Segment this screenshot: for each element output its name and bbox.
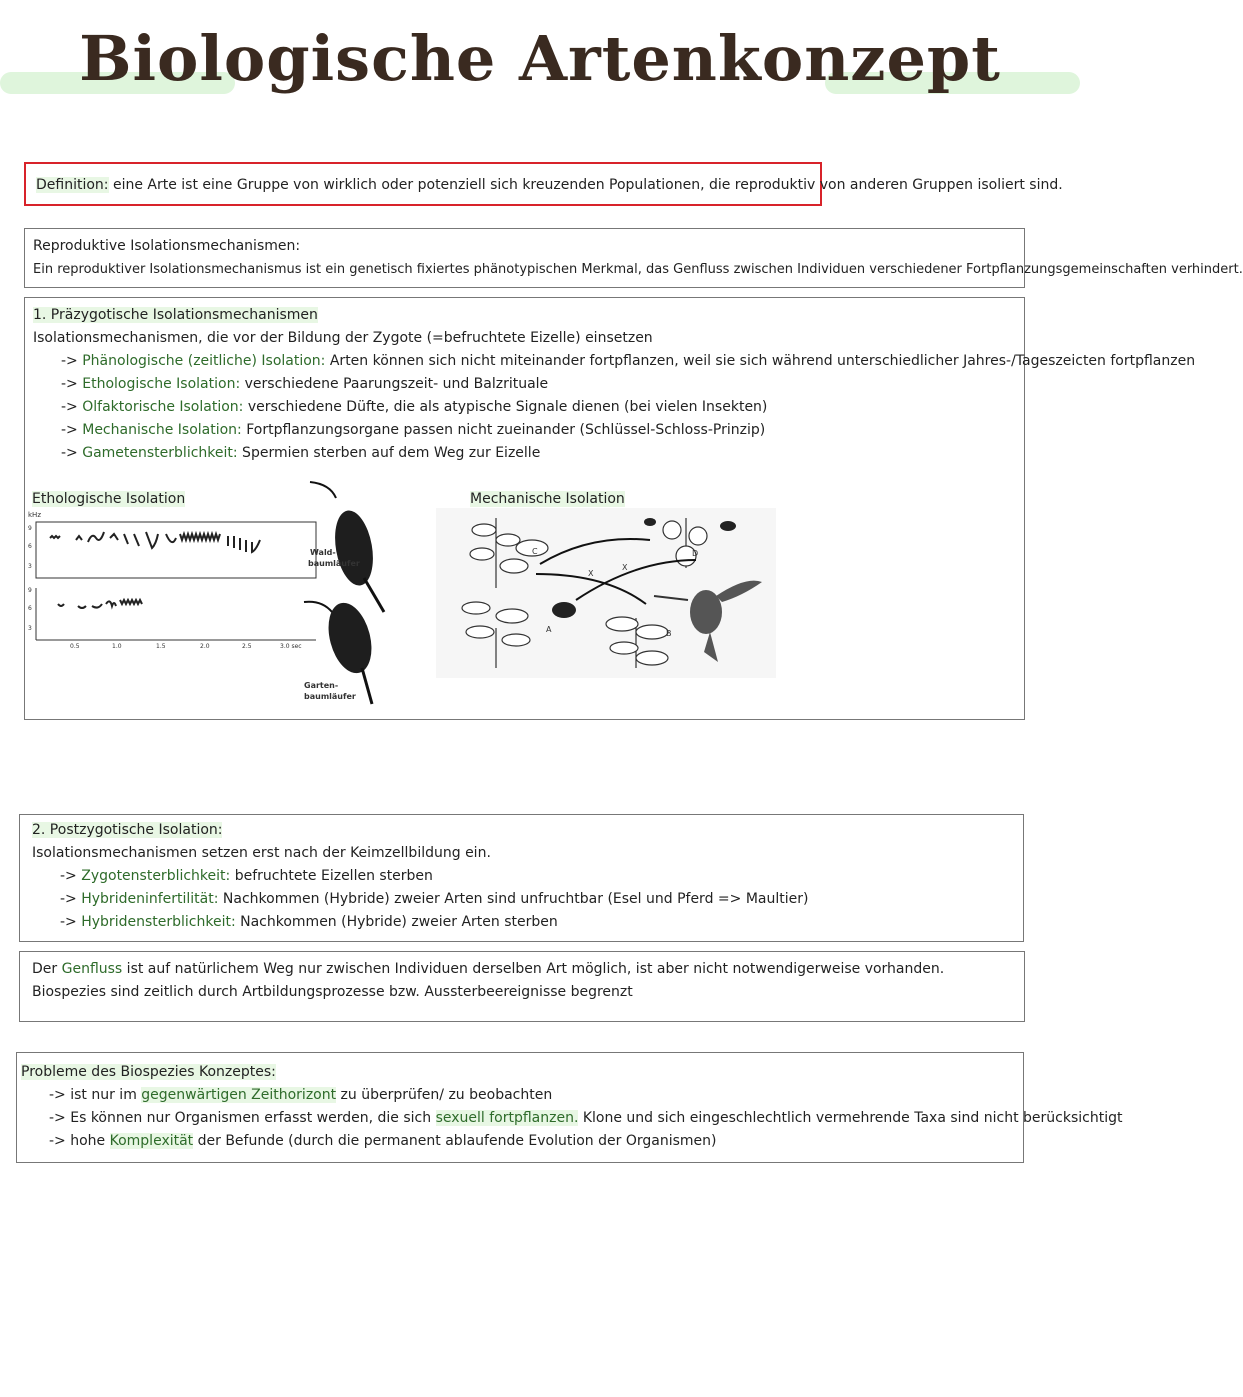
bird-label-garten: baumläufer bbox=[304, 692, 356, 701]
x-tick: 3.0 sec bbox=[280, 643, 302, 650]
y-tick: 3 bbox=[28, 625, 32, 632]
list-item: -> Gametensterblichkeit: Spermien sterben auf dem Weg zur Eizelle bbox=[61, 445, 541, 461]
x-tick: 2.5 bbox=[242, 643, 252, 650]
repro-text: Ein reproduktiver Isolationsmechanismus ist ein genetisch fixiertes phänotypischen Merkmal, das Genfluss zwischen Individuen verschiedener Fortpflanzungsgemeinschaften verhindert. bbox=[33, 262, 1243, 277]
definition-text: eine Arte ist eine Gruppe von wirklich oder potenziell sich kreuzenden Populationen, die reproduktiv von anderen Gruppen isoliert sind. bbox=[108, 177, 1063, 193]
figure-label: X bbox=[622, 563, 628, 572]
repro-heading: Reproduktive Isolationsmechanismen: bbox=[33, 238, 301, 254]
x-tick: 1.0 bbox=[112, 643, 122, 650]
y-tick: 3 bbox=[28, 563, 32, 570]
problems-box bbox=[16, 1052, 1123, 1163]
mech-caption: Mechanische Isolation bbox=[470, 491, 625, 507]
problems-heading: Probleme des Biospezies Konzeptes: bbox=[21, 1064, 276, 1080]
figure-label: D bbox=[692, 549, 699, 558]
list-item: -> Hybridensterblichkeit: Nachkommen (Hybride) zweier Arten sterben bbox=[60, 914, 558, 930]
song-trace-garten bbox=[58, 600, 142, 608]
list-item: -> Zygotensterblichkeit: befruchtete Eizellen sterben bbox=[60, 868, 433, 884]
genfluss-line1: Der Genfluss ist auf natürlichem Weg nur zwischen Individuen derselben Art möglich, ist aber nicht notwendigerweise vorhanden. bbox=[32, 961, 945, 977]
x-tick: 1.5 bbox=[156, 643, 166, 650]
etho-caption: Ethologische Isolation bbox=[32, 491, 186, 507]
repro-box bbox=[24, 228, 1243, 288]
y-tick: 6 bbox=[28, 605, 32, 612]
flower-pollinator-figure bbox=[436, 508, 776, 678]
definition-box bbox=[24, 162, 1063, 206]
bird-label-wald: baumläufer bbox=[308, 559, 360, 568]
y-tick: 6 bbox=[28, 543, 32, 550]
sonogram-figure bbox=[28, 508, 408, 708]
postzygotic-intro: Isolationsmechanismen setzen erst nach der Keimzellbildung ein. bbox=[32, 845, 491, 861]
prezygotic-intro: Isolationsmechanismen, die vor der Bildung der Zygote (=befruchtete Eizelle) einsetzen bbox=[33, 330, 653, 346]
postzygotic-box bbox=[19, 814, 1024, 942]
genfluss-box bbox=[19, 951, 1025, 1022]
y-tick: 9 bbox=[28, 587, 32, 594]
genfluss-line2: Biospezies sind zeitlich durch Artbildungsprozesse bzw. Aussterbeereignisse begrenzt bbox=[32, 984, 633, 1000]
list-item: -> Mechanische Isolation: Fortpflanzungsorgane passen nicht zueinander (Schlüssel-Schloss-Prinzip) bbox=[61, 422, 766, 438]
x-tick: 0.5 bbox=[70, 643, 80, 650]
bird-label-garten: Garten- bbox=[304, 681, 339, 690]
bird-label-wald: Wald- bbox=[310, 548, 336, 557]
y-tick: 9 bbox=[28, 525, 32, 532]
list-item: -> Ethologische Isolation: verschiedene Paarungszeit- und Balzrituale bbox=[61, 376, 549, 392]
postzygotic-heading: 2. Postzygotische Isolation: bbox=[32, 822, 223, 838]
song-trace-wald bbox=[50, 532, 260, 552]
list-item: -> Es können nur Organismen erfasst werden, die sich sexuell fortpflanzen. Klone und sich eingeschlechtlich vermehrende Taxa sind nicht berücksichtigt bbox=[49, 1110, 1123, 1126]
axis-unit: kHz bbox=[28, 511, 41, 519]
list-item: -> Olfaktorische Isolation: verschiedene Düfte, die als atypische Signale dienen (bei vielen Insekten) bbox=[61, 399, 768, 415]
x-tick: 2.0 bbox=[200, 643, 210, 650]
figure-label: C bbox=[532, 547, 538, 556]
definition-label: Definition: bbox=[36, 177, 109, 193]
figure-label: X bbox=[588, 569, 594, 578]
list-item: -> Hybrideninfertilität: Nachkommen (Hybride) zweier Arten sind unfruchtbar (Esel und Pferd => Maultier) bbox=[60, 891, 809, 907]
figure-label: A bbox=[546, 625, 552, 634]
list-item: -> Phänologische (zeitliche) Isolation: Arten können sich nicht miteinander fortpflanzen, weil sie sich während unterschiedlicher Jahres-/Tageszeicten fortpflanzen bbox=[61, 353, 1196, 369]
page-title: Biologische Artenkonzept bbox=[79, 22, 1001, 95]
prezygotic-heading: 1. Präzygotische Isolationsmechanismen bbox=[33, 307, 318, 323]
figure-label: B bbox=[666, 629, 672, 638]
list-item: -> hohe Komplexität der Befunde (durch die permanent ablaufende Evolution der Organismen) bbox=[49, 1133, 717, 1149]
list-item: -> ist nur im gegenwärtigen Zeithorizont zu überprüfen/ zu beobachten bbox=[49, 1087, 553, 1103]
